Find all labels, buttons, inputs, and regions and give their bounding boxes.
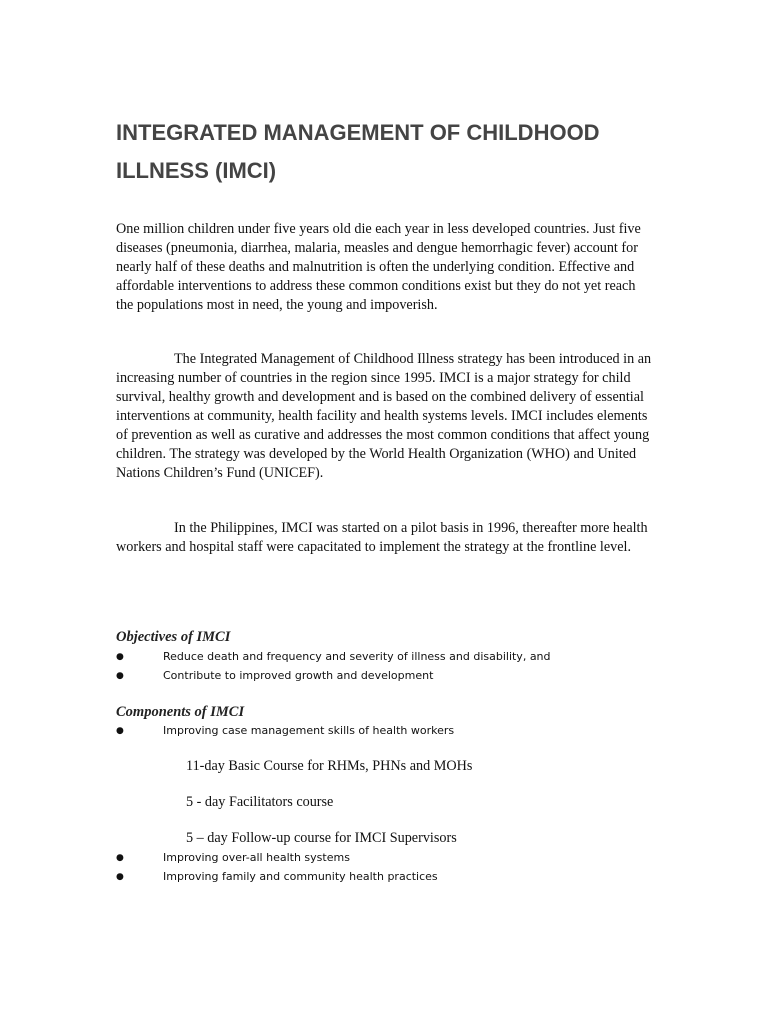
bullet-icon: ● [116, 651, 124, 662]
objective-item-2 [116, 669, 676, 682]
course-basic: 11-day Basic Course for RHMs, PHNs and MOHs [186, 758, 473, 774]
bullet-icon: ● [116, 852, 124, 863]
component-item-3 [116, 870, 676, 883]
bullet-icon: ● [116, 871, 124, 882]
bullet-icon: ● [116, 725, 124, 736]
objective-item-1 [116, 650, 676, 663]
objectives-heading: Objectives of IMCI [116, 629, 231, 645]
course-facilitators: 5 - day Facilitators course [186, 794, 334, 810]
components-heading: Components of IMCI [116, 704, 245, 720]
objective-text: Reduce death and frequency and severity of illness and disability, and [163, 650, 551, 663]
strategy-paragraph: The Integrated Management of Childhood Illness strategy has been introduced in an increasing number of countries in the region since 1995. IMCI is a major strategy for child survival, healthy growth and development and is based on the combined delivery of essential interventions at community, health facility and health systems levels. IMCI includes elements of prevention as well as curative and addresses the most common conditions that affect young children. The strategy was developed by the World Health Organization (WHO) and United Nations Children’s Fund (UNICEF). [116, 351, 652, 481]
bullet-icon: ● [116, 670, 124, 681]
component-text: Improving over-all health systems [163, 851, 350, 864]
component-item-2 [116, 851, 676, 864]
document-title: INTEGRATED MANAGEMENT OF CHILDHOOD ILLNESS (IMCI) [116, 120, 600, 183]
course-follow-up: 5 – day Follow-up course for IMCI Supervisors [186, 830, 457, 846]
component-text: Improving case management skills of health workers [163, 724, 455, 737]
objective-text: Contribute to improved growth and development [163, 669, 434, 682]
component-item-1 [116, 724, 676, 737]
intro-paragraph: One million children under five years old die each year in less developed countries. Just five diseases (pneumonia, diarrhea, malaria, measles and dengue hemorrhagic fever) account for nearly half of these deaths and malnutrition is often the underlying condition. Effective and affordable interventions to address these common conditions exist but they do not yet reach the populations most in need, the young and impoverish. [116, 221, 641, 313]
component-text: Improving family and community health practices [163, 870, 438, 883]
philippines-paragraph: In the Philippines, IMCI was started on a pilot basis in 1996, thereafter more health workers and hospital staff were capacitated to implement the strategy at the frontline level. [116, 520, 648, 555]
